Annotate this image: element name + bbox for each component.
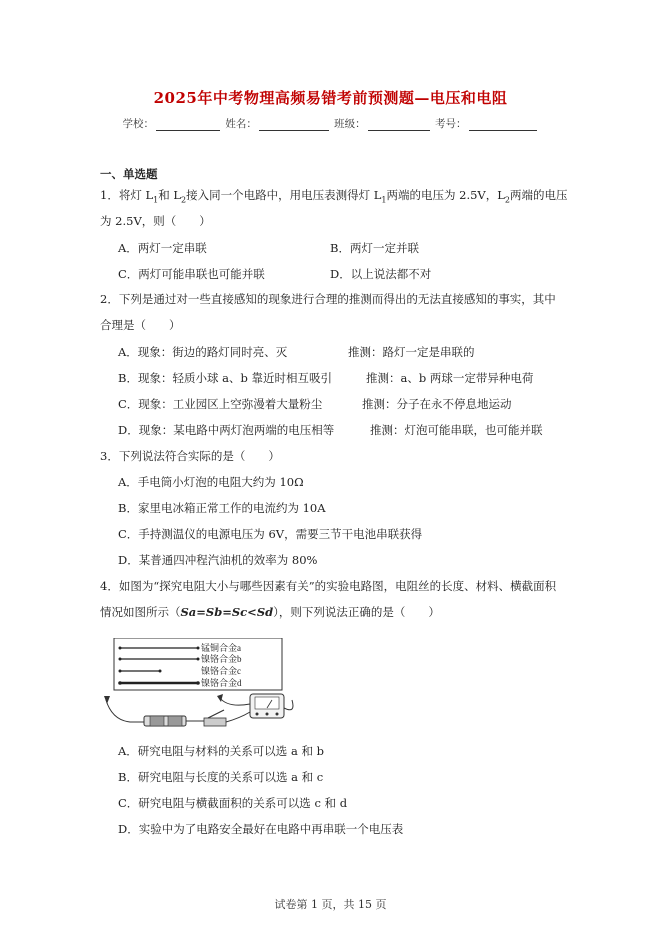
q1-line2: 为 2.5V，则（ ） (100, 214, 211, 228)
q4-line2: 情况如图所示（Sa=Sb=Sc<Sd），则下列说法正确的是（ ） (100, 605, 440, 619)
q4-option-c: C．研究电阻与横截面积的关系可以选 c 和 d (118, 796, 348, 810)
school-blank (156, 120, 220, 131)
name-label: 姓名： (225, 118, 257, 130)
section-heading: 一、单选题 (100, 167, 158, 181)
q1-option-d: D．以上说法都不对 (330, 267, 432, 281)
clip-left-icon (104, 696, 110, 704)
page-title: 2025年中考物理高频易错考前预测题—电压和电阻 (153, 89, 508, 107)
q2-option-a-phenomenon: A．现象：街边的路灯同时亮、灭 (118, 345, 288, 359)
q2-line1: 2．下列是通过对一些直接感知的现象进行合理的推测而得出的无法直接感知的事实，其中 (100, 292, 556, 306)
class-blank (368, 120, 430, 131)
q3-line1: 3．下列说法符合实际的是（ ） (100, 449, 280, 463)
wire-label-c: 镍铬合金c (201, 666, 241, 676)
q4-line1: 4．如图为“探究电阻大小与哪些因素有关”的实验电路图，电阻丝的长度、材料、横截面积 (100, 579, 557, 593)
q2-option-a-inference: 推测：路灯一定是串联的 (348, 345, 475, 359)
wire-label-b: 镍铬合金b (201, 654, 242, 664)
q2-option-c-inference: 推测：分子在永不停息地运动 (362, 397, 512, 411)
class-label: 班级： (334, 118, 366, 130)
q1-option-b: B．两灯一定并联 (330, 241, 419, 255)
q3-option-d: D．某普通四冲程汽油机的效率为 80% (118, 553, 318, 567)
page-footer: 试卷第 1 页，共 15 页 (274, 898, 387, 911)
name-blank (259, 120, 329, 131)
circuit-figure (100, 638, 300, 738)
q3-option-c: C．手持测温仪的电源电压为 6V，需要三节干电池串联获得 (118, 527, 423, 541)
q2-option-d-inference: 推测：灯泡可能串联，也可能并联 (370, 423, 543, 437)
wire-label-d: 镍铬合金d (201, 678, 242, 688)
q2-option-b-phenomenon: B．现象：轻质小球 a、b 靠近时相互吸引 (118, 371, 332, 385)
number-blank (469, 120, 537, 131)
q2-option-d-phenomenon: D．现象：某电路中两灯泡两端的电压相等 (118, 423, 335, 437)
area-formula: Sa=Sb=Sc<Sd (180, 605, 274, 619)
q3-option-b: B．家里电冰箱正常工作的电流约为 10A (118, 501, 326, 515)
student-info-row (0, 116, 661, 131)
school-label: 学校： (122, 118, 154, 130)
q1-option-a: A．两灯一定串联 (118, 241, 207, 255)
switch-icon (204, 718, 226, 726)
wire-label-a: 锰铜合金a (201, 643, 241, 653)
q4-option-a: A．研究电阻与材料的关系可以选 a 和 b (118, 744, 324, 758)
lead-left (106, 700, 144, 722)
q4-option-d: D．实验中为了电路安全最好在电路中再串联一个电压表 (118, 822, 404, 836)
q1-line1: 1．将灯 $L_1$和 $L_2$接入同一个电路中，用电压表测得灯 $L_1$两端的电压为 2.5V，$L_2$两端的电压 (100, 188, 568, 205)
q2-line2: 合理是（ ） (100, 318, 181, 332)
number-label: 考号： (435, 118, 467, 130)
q2-option-b-inference: 推测：a、b 两球一定带异种电荷 (366, 371, 534, 385)
q1-option-c: C．两灯可能串联也可能并联 (118, 267, 265, 281)
q2-option-c-phenomenon: C．现象：工业园区上空弥漫着大量粉尘 (118, 397, 323, 411)
q3-option-a: A．手电筒小灯泡的电阻大约为 10Ω (118, 475, 304, 489)
q4-option-b: B．研究电阻与长度的关系可以选 a 和 c (118, 770, 324, 784)
